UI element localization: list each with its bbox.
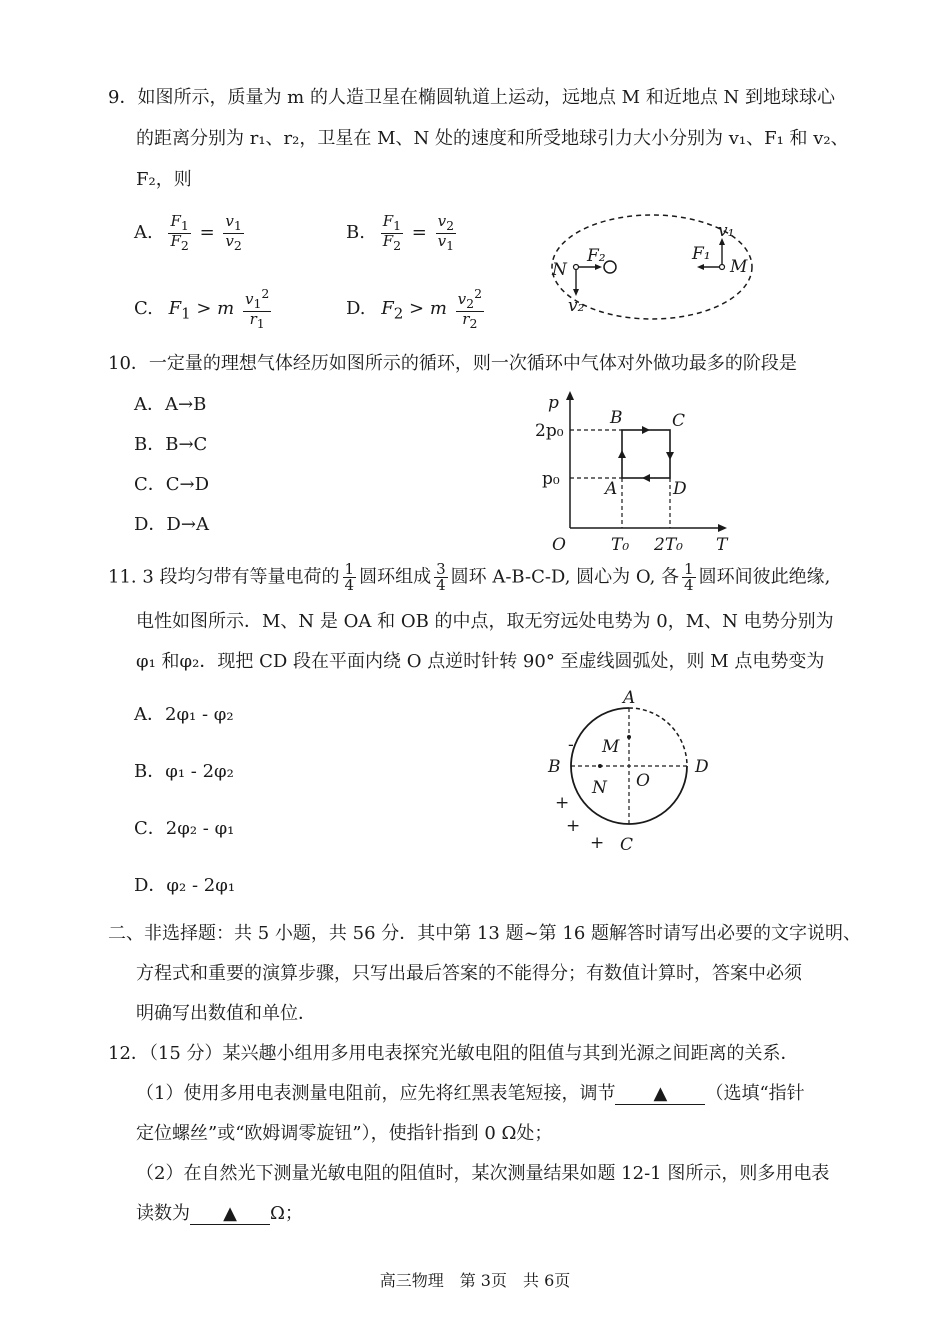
arrow-b-to-c-icon — [642, 426, 650, 434]
q12-part1-line1: （1）使用多用电表测量电阻前，应先将红黑表笔短接，调节 ▲ （选填“指针 — [136, 1083, 805, 1104]
page-footer: 高三物理 第 3页 共 6页 — [379, 1271, 571, 1290]
label-t: T — [716, 535, 728, 555]
q9-option-a: A. $\frac{F_1}{F_2}$ = $\frac{v_1}{v_2}$ — [134, 212, 242, 253]
q12-part2-line2: 读数为 ▲ Ω； — [136, 1203, 303, 1224]
label-m: M — [730, 257, 748, 277]
label-n: N — [552, 260, 567, 280]
f1-arrow-icon — [697, 264, 704, 270]
label-t0: T₀ — [611, 535, 630, 555]
label-a: A — [623, 690, 636, 708]
label-2p0: 2p₀ — [535, 421, 564, 441]
q9-line1: 9．如图所示，质量为 m 的人造卫星在椭圆轨道上运动，远地点 M 和近地点 N 到地球球心 — [108, 87, 836, 108]
q10-option-d: D．D→A — [134, 514, 209, 535]
q11-option-a: A．2φ₁ - φ₂ — [134, 704, 234, 725]
label-p: p — [548, 393, 559, 413]
q9-option-c: C. $F_1 > m$ $\frac{v_1^2}{r_1}$ — [134, 286, 270, 331]
label-v2: v₂ — [568, 296, 585, 316]
minus-sign: - — [568, 735, 574, 755]
label-c: C — [620, 835, 634, 855]
ring-dashed-arc — [629, 708, 687, 766]
point-n — [598, 764, 602, 768]
q11-line1: 11. 3 段均匀带有等量电荷的 $\frac{1}{4}$ 圆环组成 $\frac{3}{4}$ 圆环 A-B-C-D, 圆心为 O, 各 $\frac{1}{4}$ 圆环间彼此绝缘, — [108, 560, 831, 594]
label-f1: F₁ — [692, 244, 711, 264]
q10-option-a: A．A→B — [134, 394, 207, 415]
q9-orbit-figure — [540, 205, 770, 330]
plus-sign-2: + — [566, 816, 581, 836]
q11-line3: φ₁ 和φ₂．现把 CD 段在平面内绕 O 点逆时针转 90° 至虚线圆弧处，则 M 点电势变为 — [136, 651, 825, 672]
point-m — [627, 735, 631, 739]
label-m: M — [602, 737, 620, 757]
label-p0: p₀ — [542, 469, 560, 489]
q10-option-b: B．B→C — [134, 434, 208, 455]
q9-option-d: D. $F_2 > m$ $\frac{v_2^2}{r_2}$ — [346, 286, 483, 331]
q9-line2: 的距离分别为 r₁、r₂，卫星在 M、N 处的速度和所受地球引力大小分别为 v₁、F₁ 和 v₂、 — [136, 128, 849, 149]
satellite-n — [574, 265, 579, 270]
q9-option-b: B. $\frac{F_1}{F_2}$ = $\frac{v_2}{v_1}$ — [346, 212, 455, 253]
plus-sign-3: + — [590, 833, 605, 853]
satellite-m — [720, 265, 725, 270]
label-o: O — [636, 771, 650, 791]
arrow-c-to-d-icon — [666, 452, 674, 460]
q11-option-c: C．2φ₂ - φ₁ — [134, 818, 235, 839]
label-n: N — [592, 778, 607, 798]
q10-pt-diagram — [530, 388, 740, 558]
section2-line2: 方程式和重要的演算步骤，只写出最后答案的不能得分；有数值计算时，答案中必须 — [136, 963, 802, 984]
t-axis-arrow-icon — [718, 524, 727, 532]
q12-part1-line2: 定位螺丝”或“欧姆调零旋钮”），使指针指到 0 Ω处； — [136, 1123, 553, 1144]
q12-blank-1[interactable]: ▲ — [615, 1084, 705, 1105]
q11-ring-figure — [540, 690, 730, 870]
label-d: D — [673, 479, 687, 499]
label-v1: v₁ — [718, 221, 735, 241]
label-o: O — [552, 535, 566, 555]
q11-option-d: D．φ₂ - 2φ₁ — [134, 875, 236, 896]
label-d: D — [695, 757, 709, 777]
q9-line3: F₂，则 — [136, 169, 192, 190]
q12-blank-2[interactable]: ▲ — [190, 1204, 270, 1225]
q10-option-c: C．C→D — [134, 474, 210, 495]
q12-stem: 12．（15 分）某兴趣小组用多用电表探究光敏电阻的阻值与其到光源之间距离的关系． — [108, 1043, 799, 1064]
arrow-a-to-b-icon — [618, 450, 626, 458]
plus-sign-1: + — [555, 793, 570, 813]
arrow-d-to-a-icon — [642, 474, 650, 482]
label-c: C — [672, 411, 686, 431]
q11-line2: 电性如图所示．M、N 是 OA 和 OB 的中点，取无穷远处电势为 0，M、N 电势分别为 — [136, 611, 834, 632]
label-a: A — [605, 479, 618, 499]
label-b: B — [548, 757, 561, 777]
label-2t0: 2T₀ — [654, 535, 683, 555]
section2-line1: 二、非选择题：共 5 小题，共 56 分．其中第 13 题~第 16 题解答时请写出必要的文字说明、 — [108, 923, 862, 944]
label-f2: F₂ — [587, 246, 606, 266]
earth-circle — [604, 261, 616, 273]
q12-part2-line1: （2）在自然光下测量光敏电阻的阻值时，某次测量结果如题 12-1 图所示，则多用电表 — [136, 1163, 830, 1184]
label-b: B — [610, 408, 623, 428]
q11-option-b: B．φ₁ - 2φ₂ — [134, 761, 234, 782]
p-axis-arrow-icon — [566, 391, 574, 400]
q10-stem: 10．一定量的理想气体经历如图所示的循环，则一次循环中气体对外做功最多的阶段是 — [108, 353, 797, 374]
section2-line3: 明确写出数值和单位． — [136, 1003, 316, 1024]
cycle-rectangle — [622, 430, 670, 478]
v2-arrow-icon — [573, 289, 579, 296]
